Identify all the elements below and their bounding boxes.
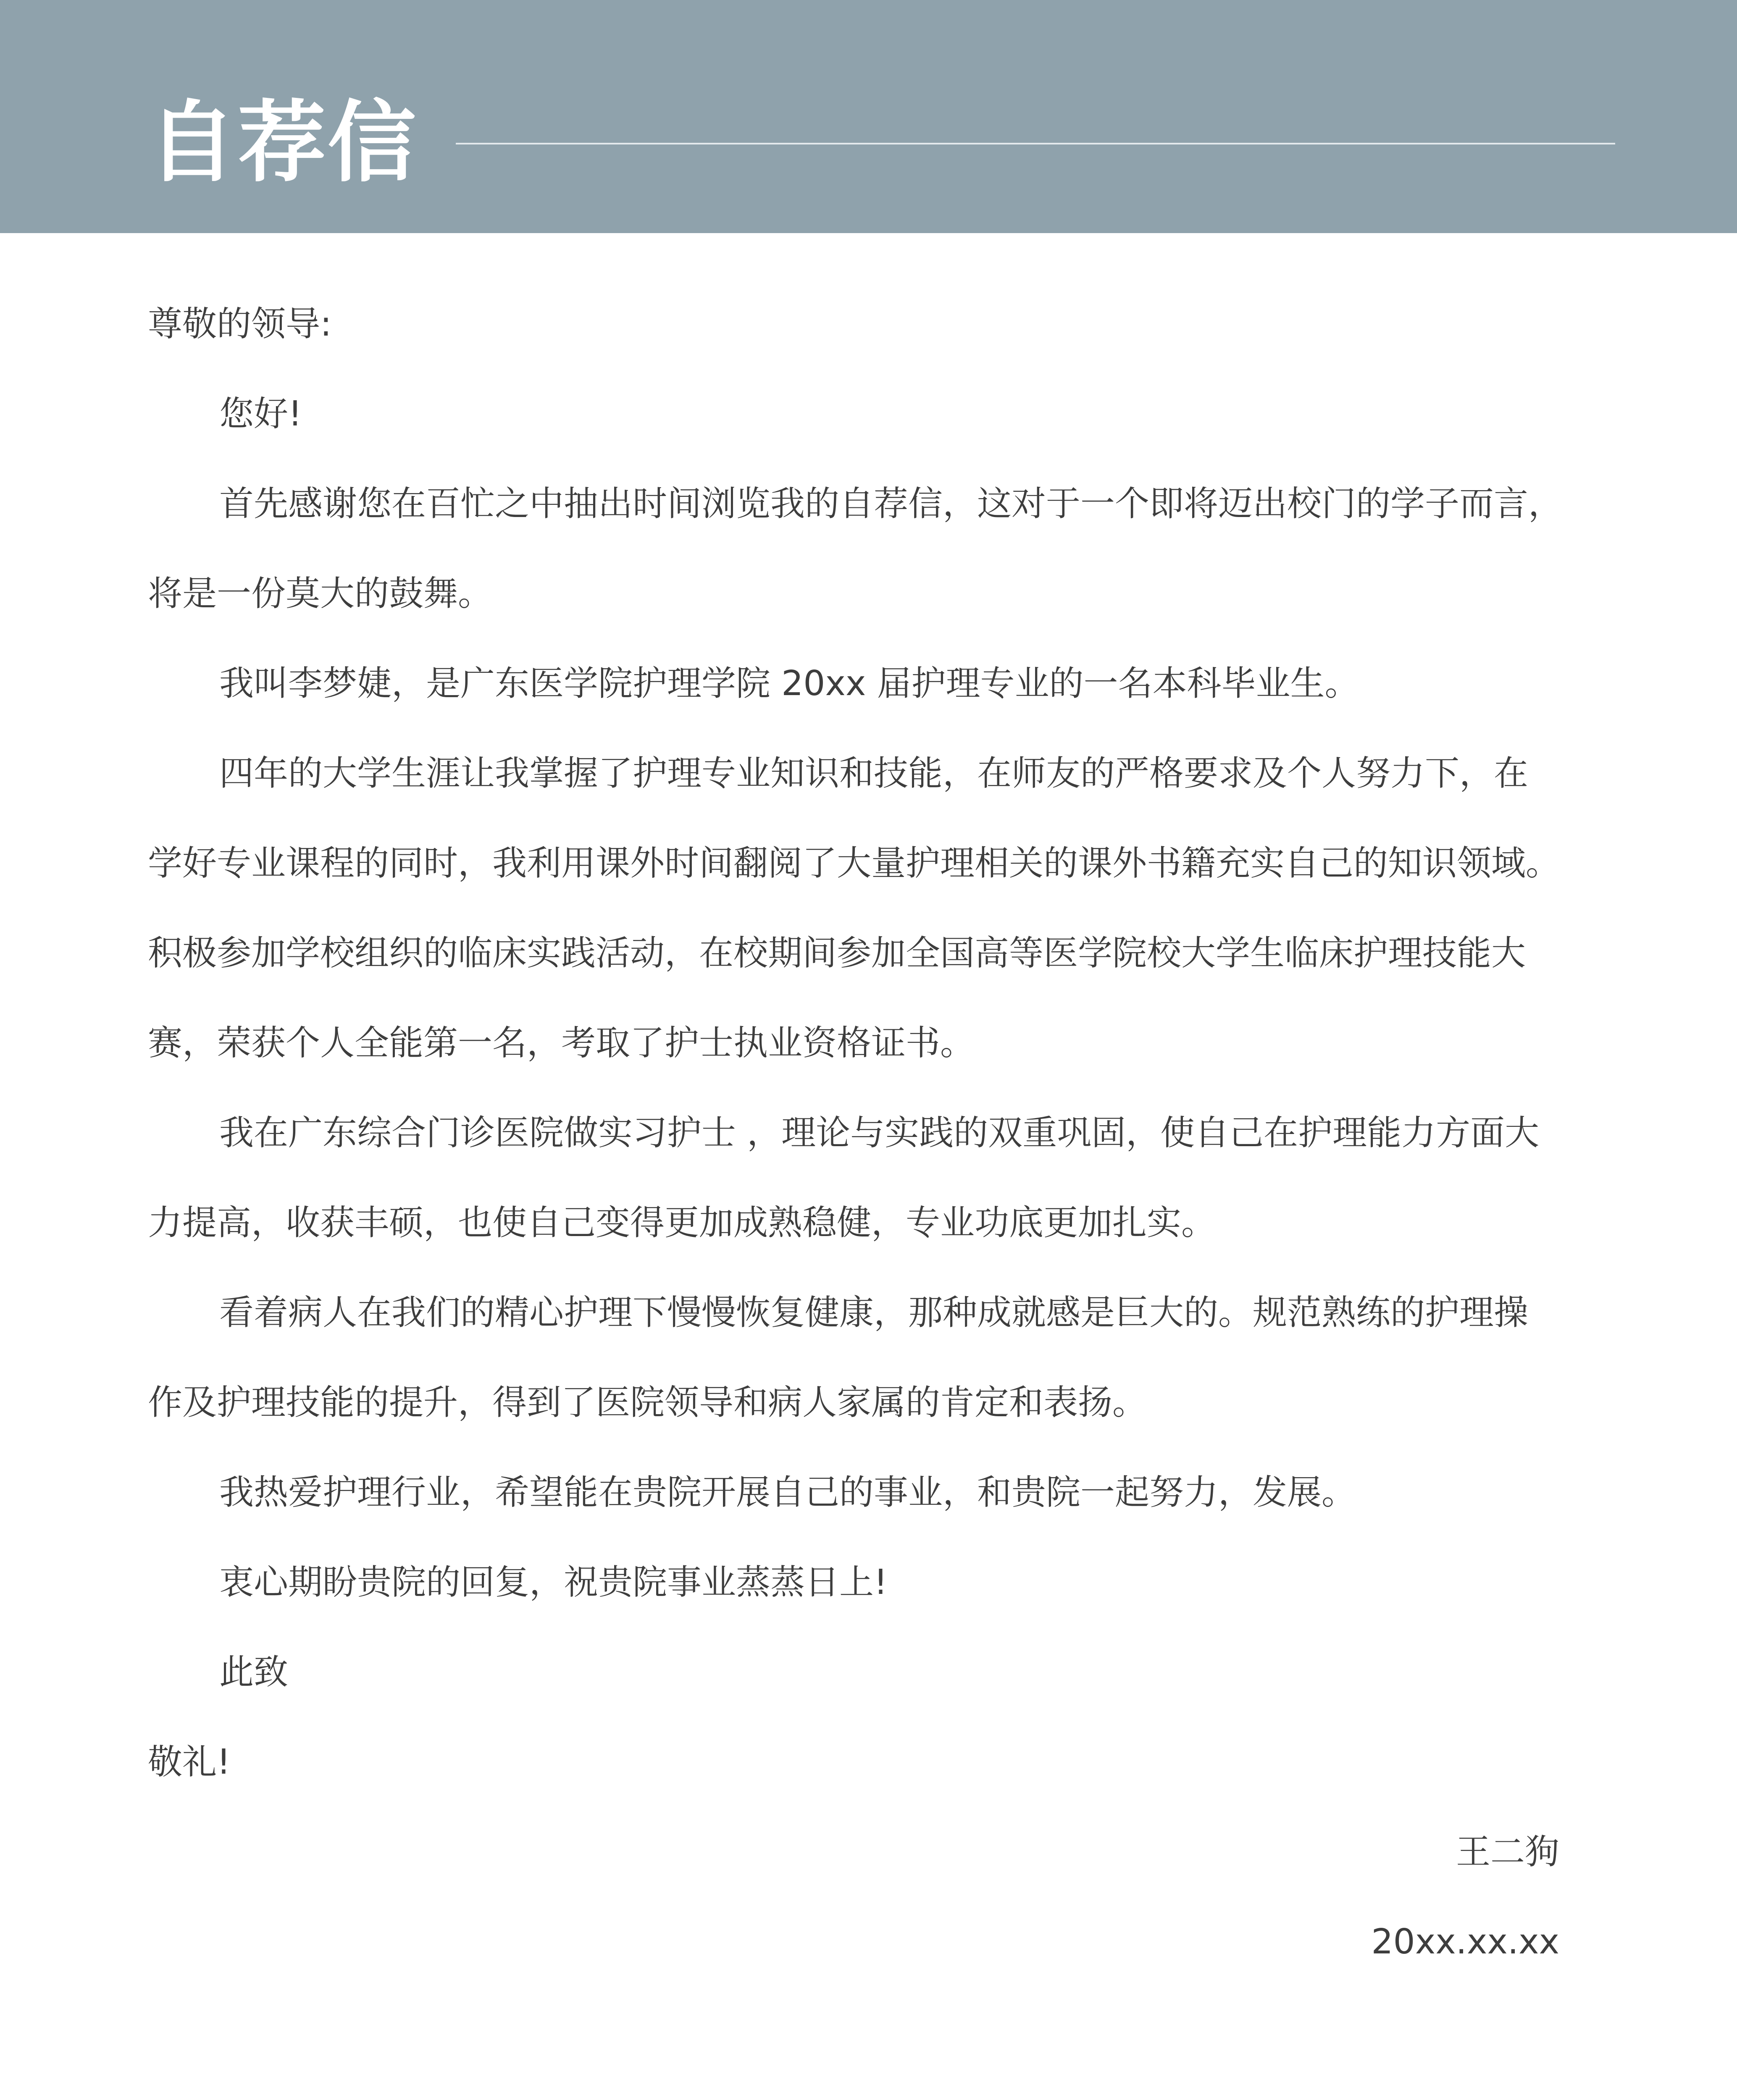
date: 20xx.xx.xx: [1371, 1922, 1559, 1962]
paragraph-line: 首先感谢您在百忙之中抽出时间浏览我的自荐信，这对于一个即将迈出校门的学子而言，: [219, 484, 1563, 524]
signature: 王二狗: [1456, 1832, 1559, 1872]
header-divider: [456, 143, 1615, 144]
paragraph-line: 赛，荣获个人全能第一名，考取了护士执业资格证书。: [148, 1023, 975, 1063]
paragraph-line: 此致: [219, 1652, 289, 1692]
paragraph-line: 将是一份莫大的鼓舞。: [148, 574, 493, 614]
paragraph-line: 我热爱护理行业，希望能在贵院开展自己的事业，和贵院一起努力，发展。: [219, 1473, 1356, 1512]
letter-body: [148, 279, 1563, 1987]
closing: 敬礼!: [148, 1742, 231, 1782]
greeting: 您好!: [219, 394, 302, 434]
paragraph-line: 学好专业课程的同时，我利用课外时间翻阅了大量护理相关的课外书籍充实自己的知识领域。: [148, 843, 1561, 883]
paragraph-line: 作及护理技能的提升，得到了医院领导和病人家属的肯定和表扬。: [148, 1383, 1147, 1423]
paragraph-line: 力提高，收获丰硕，也使自己变得更加成熟稳健，专业功底更加扎实。: [148, 1203, 1216, 1243]
header-band: [0, 0, 1737, 233]
paragraph-line: 衷心期盼贵院的回复，祝贵院事业蒸蒸日上!: [219, 1562, 888, 1602]
paragraph-line: 我叫李梦婕，是广东医学院护理学院 20xx 届护理专业的一名本科毕业生。: [219, 664, 1359, 704]
paragraph-line: 看着病人在我们的精心护理下慢慢恢复健康，那种成就感是巨大的。规范熟练的护理操: [219, 1293, 1529, 1333]
paragraph-line: 四年的大学生涯让我掌握了护理专业知识和技能，在师友的严格要求及个人努力下，在: [219, 753, 1529, 793]
paragraph-line: 积极参加学校组织的临床实践活动，在校期间参加全国高等医学院校大学生临床护理技能大: [148, 933, 1526, 973]
paragraph-line: 我在广东综合门诊医院做实习护士 ，理论与实践的双重巩固，使自己在护理能力方面大: [219, 1113, 1540, 1153]
salutation: 尊敬的领导:: [148, 304, 332, 344]
page-title: 自荐信: [148, 91, 418, 194]
